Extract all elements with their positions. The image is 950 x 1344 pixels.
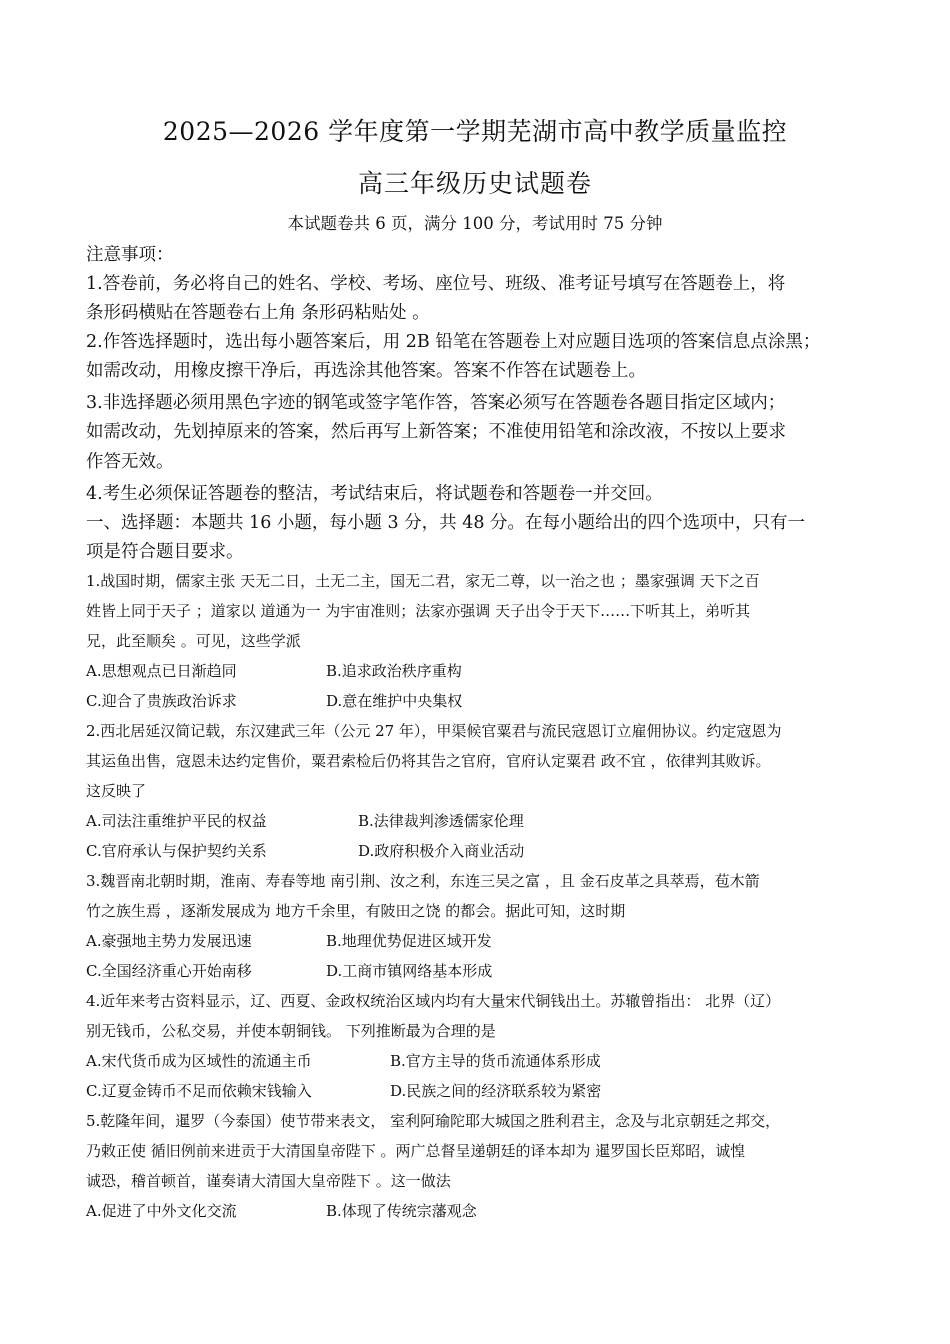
question-5-text: 诚恐，稽首顿首，谨奏请大清国大皇帝陛下 。这一做法 [86, 1172, 451, 1190]
question-4-text: 4.近年来考古资料显示，辽、西夏、金政权统治区域内均有大量宋代铜钱出土。苏辙曾指出： 北界（辽） [86, 992, 781, 1010]
question-1-text: 1.战国时期，儒家主张 天无二日，土无二主，国无二君，家无二尊，以一治之也 ；墨家强调 天下之百 [86, 572, 760, 590]
question-3-option-a: A.豪强地主势力发展迅速 [86, 932, 252, 950]
section-heading: 一、选择题：本题共 16 小题，每小题 3 分，共 48 分。在每小题给出的四个选项中，只有一 [86, 513, 806, 533]
question-3-option-d: D.工商市镇网络基本形成 [326, 962, 493, 980]
notice-line: 如需改动，用橡皮擦干净后，再选涂其他答案。答案不作答在试题卷上。 [86, 361, 646, 381]
notice-line: 条形码横贴在答题卷右上角 条形码粘贴处 。 [86, 303, 430, 323]
question-5-option-b: B.体现了传统宗藩观念 [326, 1202, 477, 1220]
question-3-text: 竹之族生焉 ，逐渐发展成为 地方千余里，有陂田之饶 的都会。据此可知，这时期 [86, 902, 626, 920]
question-3-option-c: C.全国经济重心开始南移 [86, 962, 252, 980]
question-2-text: 其运鱼出售，寇恩未达约定售价，粟君索检后仍将其告之官府，官府认定粟君 政不宜 ，依律判其败诉。 [86, 752, 771, 770]
notice-heading: 注意事项： [86, 245, 174, 265]
question-4-option-c: C.辽夏金铸币不足而依赖宋钱输入 [86, 1082, 312, 1100]
question-1-option-a: A.思想观点已日渐趋同 [86, 662, 237, 680]
exam-title: 2025—2026 学年度第一学期芜湖市高中教学质量监控 [162, 117, 788, 146]
section-heading: 项是符合题目要求。 [86, 542, 244, 562]
question-2-option-a: A.司法注重维护平民的权益 [86, 812, 267, 830]
question-1-option-b: B.追求政治秩序重构 [326, 662, 462, 680]
question-2-text: 2.西北居延汉简记载，东汉建武三年（公元 27 年），甲渠候官粟君与流民寇恩订立雇佣协议。约定寇恩为 [86, 722, 782, 740]
notice-line: 3.非选择题必须用黑色字迹的钢笔或签字笔作答，答案必须写在答题卷各题目指定区域内； [86, 393, 786, 413]
question-2-option-d: D.政府积极介入商业活动 [358, 842, 525, 860]
exam-subtitle: 高三年级历史试题卷 [357, 169, 592, 198]
question-1-text: 姓皆上同于天子 ；道家以 道通为一 为宇宙准则；法家亦强调 天子出令于天下……下听其上，弟听其 [86, 602, 751, 620]
notice-line: 1.答卷前，务必将自己的姓名、学校、考场、座位号、班级、准考证号填写在答题卷上，将 [86, 274, 786, 294]
question-3-text: 3.魏晋南北朝时期，淮南、寿春等地 南引荆、汝之利，东连三吴之富 ，且 金石皮革之具萃焉，苞木箭 [86, 872, 760, 890]
question-4-option-d: D.民族之间的经济联系较为紧密 [390, 1082, 602, 1100]
notice-line: 如需改动，先划掉原来的答案，然后再写上新答案；不准使用铅笔和涂改液，不按以上要求 [86, 422, 786, 442]
question-4-text: 别无钱币，公私交易，并使本朝铜钱。 下列推断最为合理的是 [86, 1022, 496, 1040]
question-5-option-a: A.促进了中外文化交流 [86, 1202, 237, 1220]
question-1-text: 兄，此至顺矣 。可见，这些学派 [86, 632, 301, 650]
question-4-option-b: B.官方主导的货币流通体系形成 [390, 1052, 601, 1070]
question-5-text: 5.乾隆年间，暹罗（今泰国）使节带来表文， 室利阿瑜陀耶大城国之胜利君主，念及与北京朝廷之邦交， [86, 1112, 781, 1130]
question-1-option-d: D.意在维护中央集权 [326, 692, 463, 710]
notice-line: 2.作答选择题时，选出每小题答案后，用 2B 铅笔在答题卷上对应题目选项的答案信息点涂黑； [86, 332, 821, 352]
question-5-text: 乃敕正使 循旧例前来进贡于大清国皇帝陛下 。两广总督呈递朝廷的译本却为 暹罗国长臣郑昭，诚惶 [86, 1142, 746, 1160]
notice-line: 作答无效。 [86, 452, 174, 472]
notice-line: 4.考生必须保证答题卷的整洁，考试结束后，将试题卷和答题卷一并交回。 [86, 484, 663, 504]
question-2-option-b: B.法律裁判渗透儒家伦理 [358, 812, 524, 830]
question-4-option-a: A.宋代货币成为区域性的流通主币 [86, 1052, 312, 1070]
question-1-option-c: C.迎合了贵族政治诉求 [86, 692, 237, 710]
question-2-text: 这反映了 [86, 782, 147, 800]
exam-meta: 本试题卷共 6 页，满分 100 分，考试用时 75 分钟 [287, 214, 663, 233]
question-2-option-c: C.官府承认与保护契约关系 [86, 842, 267, 860]
question-3-option-b: B.地理优势促进区域开发 [326, 932, 492, 950]
